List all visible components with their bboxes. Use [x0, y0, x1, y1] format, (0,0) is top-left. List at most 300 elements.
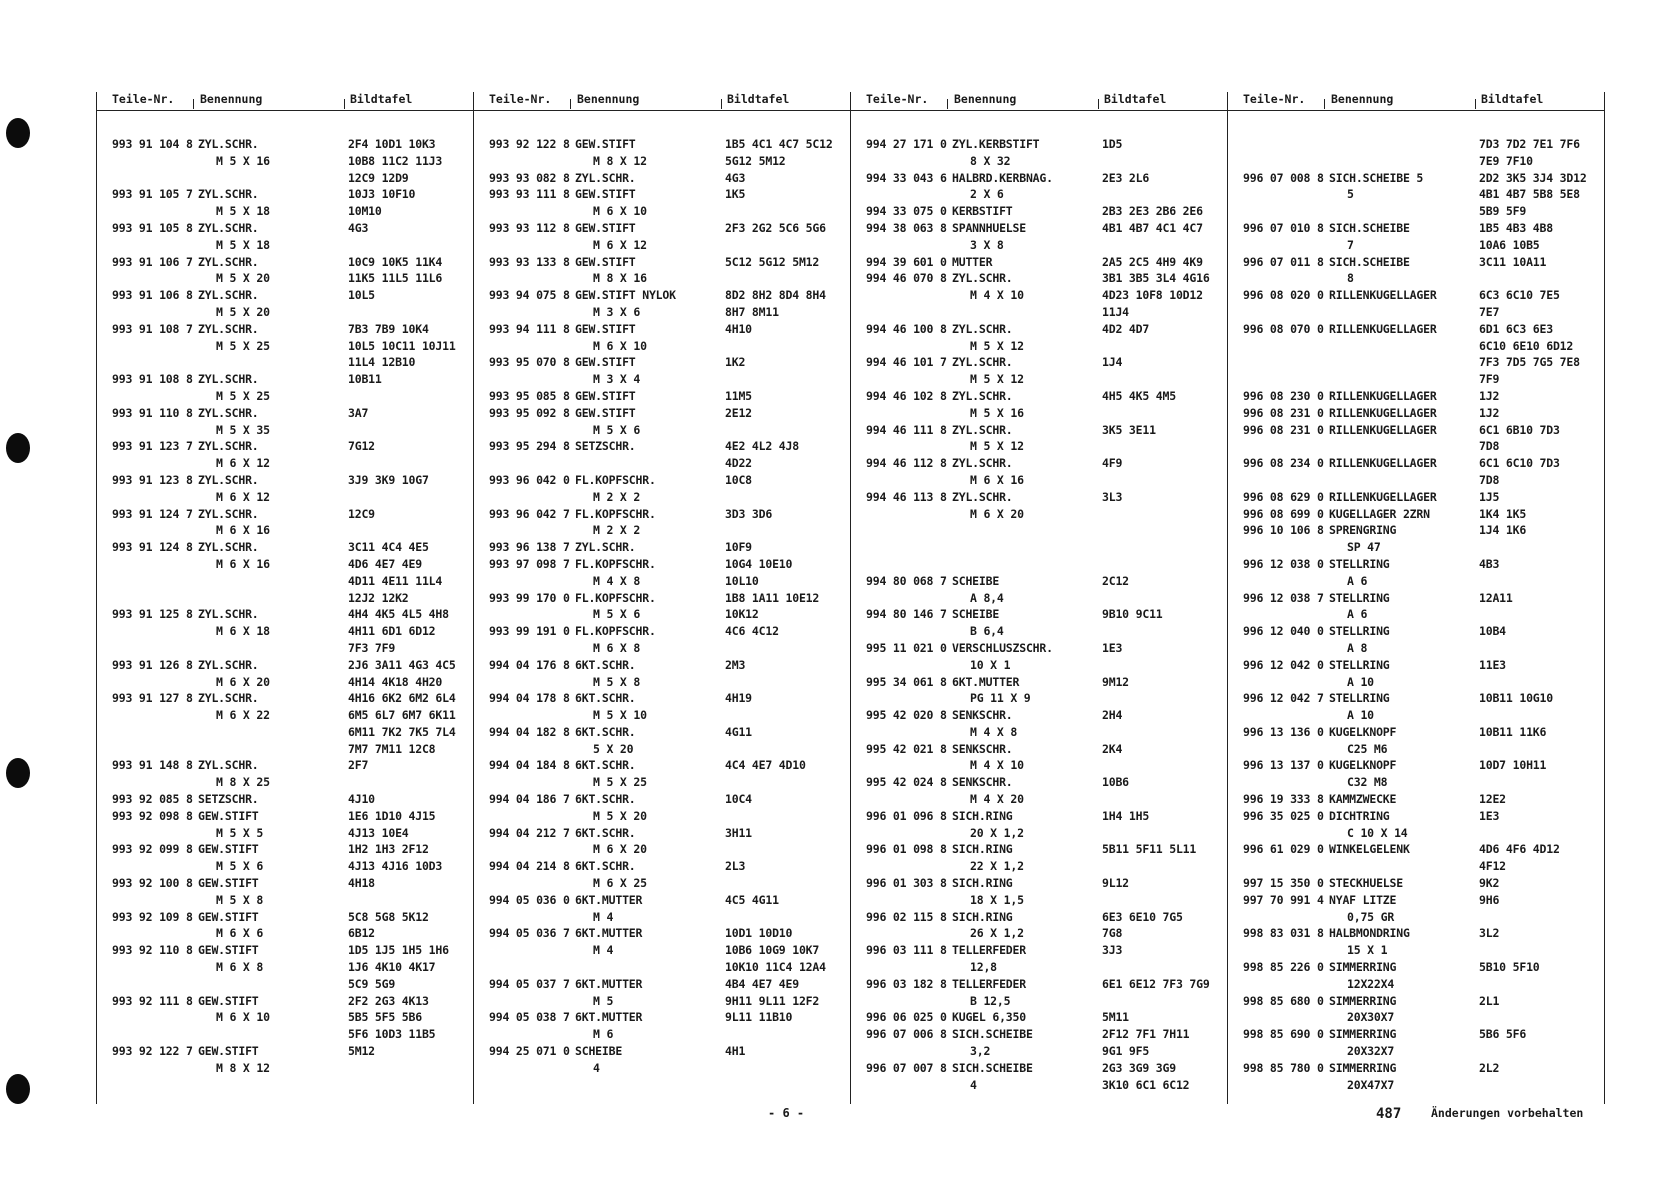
- part-number: 994 05 037 7: [489, 976, 570, 991]
- table-row: [98, 792, 473, 809]
- plate-reference: 4G3: [725, 170, 746, 185]
- part-name: NYAF LITZE: [1329, 892, 1397, 907]
- table-row: [852, 742, 1227, 759]
- part-number: 993 94 111 8: [489, 321, 570, 336]
- part-number: 995 42 021 8: [866, 741, 947, 756]
- plate-reference: 2F7: [348, 758, 369, 773]
- table-row: [1229, 876, 1604, 893]
- part-name: RILLENKUGELLAGER: [1329, 405, 1437, 420]
- part-dimension: M 5 X 12: [970, 372, 1024, 387]
- table-row: [475, 322, 850, 339]
- part-dimension: B 12,5: [970, 993, 1011, 1008]
- plate-reference: 1J2: [1479, 405, 1500, 420]
- table-row: [475, 960, 850, 977]
- table-row: [1229, 473, 1604, 490]
- part-number: 996 07 010 8: [1243, 220, 1324, 235]
- part-number: 993 91 126 8: [112, 657, 193, 672]
- header-ref: Bildtafel: [727, 92, 790, 106]
- table-row: [852, 339, 1227, 356]
- plate-reference: 7G8: [1102, 926, 1123, 941]
- table-row: [98, 540, 473, 557]
- table-row: [475, 826, 850, 843]
- table-row: [98, 826, 473, 843]
- table-row: [1229, 171, 1604, 188]
- table-row: [852, 977, 1227, 994]
- table-row: [1229, 591, 1604, 608]
- part-number: 995 11 021 0: [866, 640, 947, 655]
- plate-reference: 9H11 9L11 12F2: [725, 993, 820, 1008]
- table-row: [1229, 792, 1604, 809]
- part-name: SICH.SCHEIBE: [1329, 254, 1410, 269]
- part-name: VERSCHLUSZSCHR.: [952, 640, 1053, 655]
- plate-reference: 4J10: [348, 792, 375, 807]
- part-number: 996 07 011 8: [1243, 254, 1324, 269]
- part-name: SCHEIBE: [575, 1044, 623, 1059]
- part-dimension: 22 X 1,2: [970, 859, 1024, 874]
- part-name: ZYL.SCHR.: [198, 405, 259, 420]
- table-row: [1229, 960, 1604, 977]
- plate-reference: 9B10 9C11: [1102, 607, 1163, 622]
- part-dimension: 15 X 1: [1347, 943, 1388, 958]
- part-dimension: M 6 X 10: [593, 204, 647, 219]
- part-number: 993 91 106 7: [112, 254, 193, 269]
- part-dimension: M 4 X 10: [970, 758, 1024, 773]
- plate-reference: 1E3: [1102, 640, 1123, 655]
- header-name: Benennung: [1331, 92, 1394, 106]
- header-tick: [344, 99, 345, 109]
- table-row: [852, 792, 1227, 809]
- plate-reference: 6E3 6E10 7G5: [1102, 909, 1183, 924]
- part-name: SIMMERRING: [1329, 993, 1397, 1008]
- table-row: [1229, 423, 1604, 440]
- part-number: 993 91 125 8: [112, 607, 193, 622]
- part-name: 6KT.SCHR.: [575, 758, 636, 773]
- table-row: [475, 641, 850, 658]
- part-name: STELLRING: [1329, 624, 1390, 639]
- part-number: 996 12 038 0: [1243, 556, 1324, 571]
- part-dimension: M 8 X 25: [216, 775, 270, 790]
- plate-reference: 1K4 1K5: [1479, 506, 1527, 521]
- table-row: [98, 406, 473, 423]
- table-row: [98, 271, 473, 288]
- part-number: 993 97 098 7: [489, 556, 570, 571]
- table-row: [98, 775, 473, 792]
- plate-reference: 10B4: [1479, 624, 1506, 639]
- table-row: [98, 591, 473, 608]
- plate-reference: 1K2: [725, 355, 746, 370]
- header-ref: Bildtafel: [1481, 92, 1544, 106]
- table-row: [852, 523, 1227, 540]
- table-row: [1229, 456, 1604, 473]
- part-number: 996 13 137 0: [1243, 758, 1324, 773]
- plate-reference: 4G11: [725, 724, 752, 739]
- plate-reference: 11M5: [725, 388, 752, 403]
- plate-reference: 5B9 5F9: [1479, 204, 1527, 219]
- part-number: 996 01 098 8: [866, 842, 947, 857]
- part-number: 996 08 231 0: [1243, 422, 1324, 437]
- part-number: 998 85 680 0: [1243, 993, 1324, 1008]
- plate-reference: 8D2 8H2 8D4 8H4: [725, 288, 826, 303]
- table-row: [1229, 826, 1604, 843]
- part-name: STELLRING: [1329, 556, 1390, 571]
- table-row: [1229, 305, 1604, 322]
- plate-reference: 5F6 10D3 11B5: [348, 1027, 436, 1042]
- plate-reference: 2K4: [1102, 741, 1123, 756]
- table-row: [475, 859, 850, 876]
- table-row: [98, 758, 473, 775]
- table-row: [1229, 221, 1604, 238]
- part-number: 993 92 109 8: [112, 909, 193, 924]
- part-name: SETZSCHR.: [198, 792, 259, 807]
- part-number: 994 04 178 8: [489, 691, 570, 706]
- table-row: [475, 557, 850, 574]
- part-number: 994 38 063 8: [866, 220, 947, 235]
- part-dimension: M 5 X 6: [593, 607, 641, 622]
- plate-reference: 4B1 4B7 4C1 4C7: [1102, 220, 1203, 235]
- part-name: GEW.STIFT: [575, 254, 636, 269]
- part-name: SICH.RING: [952, 808, 1013, 823]
- plate-reference: 10K12: [725, 607, 759, 622]
- table-row: [98, 523, 473, 540]
- plate-reference: 1B5 4C1 4C7 5C12: [725, 137, 833, 151]
- table-row: [1229, 893, 1604, 910]
- plate-reference: 2H4: [1102, 708, 1123, 723]
- part-name: GEW.STIFT: [575, 355, 636, 370]
- part-name: STELLRING: [1329, 691, 1390, 706]
- part-number: 996 12 038 7: [1243, 590, 1324, 605]
- table-row: [98, 994, 473, 1011]
- table-row: [475, 876, 850, 893]
- table-row: [98, 1010, 473, 1027]
- table-row: [475, 439, 850, 456]
- plate-reference: 2D2 3K5 3J4 3D12: [1479, 170, 1587, 185]
- part-dimension: M 5 X 12: [970, 338, 1024, 353]
- table-row: [1229, 372, 1604, 389]
- parts-rows: [1229, 137, 1604, 1094]
- part-dimension: A 10: [1347, 708, 1374, 723]
- part-dimension: 26 X 1,2: [970, 926, 1024, 941]
- plate-reference: 9H6: [1479, 892, 1500, 907]
- part-name: 6KT.SCHR.: [575, 825, 636, 840]
- table-row: [475, 490, 850, 507]
- part-dimension: M 2 X 2: [593, 523, 641, 538]
- part-number: 996 01 096 8: [866, 808, 947, 823]
- part-number: 998 85 226 0: [1243, 960, 1324, 975]
- plate-reference: 1D5: [1102, 137, 1123, 151]
- part-dimension: M 8 X 16: [593, 271, 647, 286]
- part-number: 993 93 111 8: [489, 187, 570, 202]
- part-dimension: 20X30X7: [1347, 1010, 1395, 1025]
- part-number: 993 92 085 8: [112, 792, 193, 807]
- part-name: ZYL.SCHR.: [198, 472, 259, 487]
- table-row: [852, 943, 1227, 960]
- part-name: GEW.STIFT: [198, 943, 259, 958]
- part-name: SIMMERRING: [1329, 1060, 1397, 1075]
- table-row: [98, 742, 473, 759]
- parts-rows: [98, 137, 473, 1078]
- part-name: ZYL.SCHR.: [952, 456, 1013, 471]
- table-row: [98, 187, 473, 204]
- part-number: 996 01 303 8: [866, 876, 947, 891]
- part-name: SCHEIBE: [952, 607, 1000, 622]
- part-number: 997 15 350 0: [1243, 876, 1324, 891]
- part-number: 994 04 212 7: [489, 825, 570, 840]
- table-row: [475, 1010, 850, 1027]
- part-name: ZYL.SCHR.: [198, 372, 259, 387]
- table-row: [1229, 675, 1604, 692]
- plate-reference: 4H1: [725, 1044, 746, 1059]
- table-row: [1229, 994, 1604, 1011]
- parts-rows: [475, 137, 850, 1078]
- table-row: [475, 355, 850, 372]
- plate-reference: 10B6: [1102, 775, 1129, 790]
- table-row: [852, 876, 1227, 893]
- part-number: 993 99 191 0: [489, 624, 570, 639]
- plate-reference: 3D3 3D6: [725, 506, 773, 521]
- footer-note: Änderungen vorbehalten: [1431, 1106, 1584, 1120]
- plate-reference: 4D6 4F6 4D12: [1479, 842, 1560, 857]
- table-row: [852, 389, 1227, 406]
- part-dimension: A 8,4: [970, 590, 1004, 605]
- plate-reference: 1D5 1J5 1H5 1H6: [348, 943, 449, 958]
- plate-reference: 1J5: [1479, 489, 1500, 504]
- part-number: 993 95 085 8: [489, 388, 570, 403]
- plate-reference: 10B8 11C2 11J3: [348, 153, 443, 168]
- header-ref: Bildtafel: [350, 92, 413, 106]
- part-name: SENKSCHR.: [952, 775, 1013, 790]
- table-row: [1229, 1010, 1604, 1027]
- plate-reference: 2L1: [1479, 993, 1500, 1008]
- part-name: ZYL.SCHR.: [198, 506, 259, 521]
- part-name: ZYL.SCHR.: [198, 439, 259, 454]
- part-dimension: M 5 X 25: [216, 338, 270, 353]
- part-name: RILLENKUGELLAGER: [1329, 388, 1437, 403]
- part-name: ZYL.SCHR.: [198, 607, 259, 622]
- plate-reference: 12A11: [1479, 590, 1513, 605]
- plate-reference: 3H11: [725, 825, 752, 840]
- part-name: SICH.RING: [952, 909, 1013, 924]
- part-name: 6KT.MUTTER: [575, 926, 643, 941]
- plate-reference: 1E6 1D10 4J15: [348, 808, 436, 823]
- table-row: [852, 591, 1227, 608]
- part-number: 993 92 099 8: [112, 842, 193, 857]
- plate-reference: 6C10 6E10 6D12: [1479, 338, 1574, 353]
- plate-reference: 10F9: [725, 540, 752, 555]
- part-name: GEW.STIFT: [198, 876, 259, 891]
- part-number: 994 33 043 6: [866, 170, 947, 185]
- binder-hole-2: [6, 433, 30, 463]
- table-row: [98, 154, 473, 171]
- column-separator: [1604, 92, 1605, 1104]
- column-header: [852, 92, 1227, 108]
- part-name: 6KT.MUTTER: [575, 1010, 643, 1025]
- plate-reference: 1H4 1H5: [1102, 808, 1150, 823]
- plate-reference: 4E2 4L2 4J8: [725, 439, 799, 454]
- table-row: [98, 977, 473, 994]
- table-row: [475, 591, 850, 608]
- table-row: [1229, 540, 1604, 557]
- part-name: HALBRD.KERBNAG.: [952, 170, 1053, 185]
- table-row: [98, 221, 473, 238]
- table-row: [98, 137, 473, 154]
- part-name: ZYL.SCHR.: [198, 254, 259, 269]
- part-number: 996 13 136 0: [1243, 724, 1324, 739]
- part-number: 993 92 100 8: [112, 876, 193, 891]
- plate-reference: 6C3 6C10 7E5: [1479, 288, 1560, 303]
- table-row: [98, 876, 473, 893]
- part-dimension: M 6 X 6: [216, 926, 264, 941]
- table-row: [852, 540, 1227, 557]
- part-name: SICH.RING: [952, 876, 1013, 891]
- table-row: [475, 389, 850, 406]
- table-row: [1229, 691, 1604, 708]
- table-row: [475, 204, 850, 221]
- plate-reference: 4D6 4E7 4E9: [348, 556, 422, 571]
- part-name: SENKSCHR.: [952, 741, 1013, 756]
- plate-reference: 2F3 2G2 5C6 5G6: [725, 220, 826, 235]
- plate-reference: 2G3 3G9 3G9: [1102, 1060, 1176, 1075]
- plate-reference: 1B5 4B3 4B8: [1479, 220, 1553, 235]
- table-row: [852, 305, 1227, 322]
- part-dimension: M 5 X 16: [216, 153, 270, 168]
- table-row: [1229, 943, 1604, 960]
- plate-reference: 7F3 7D5 7G5 7E8: [1479, 355, 1580, 370]
- part-number: 993 96 138 7: [489, 540, 570, 555]
- part-dimension: 4: [970, 1077, 977, 1092]
- header-tick: [1098, 99, 1099, 109]
- part-name: GEW.STIFT: [575, 187, 636, 202]
- part-name: 6KT.SCHR.: [575, 657, 636, 672]
- part-number: 993 93 082 8: [489, 170, 570, 185]
- part-name: ZYL.SCHR.: [952, 422, 1013, 437]
- table-row: [852, 255, 1227, 272]
- part-dimension: M 4 X 20: [970, 792, 1024, 807]
- table-row: [852, 708, 1227, 725]
- part-dimension: M 5 X 6: [593, 422, 641, 437]
- parts-column: [1229, 92, 1604, 1092]
- column-separator: [1227, 92, 1228, 1104]
- part-number: 993 91 108 8: [112, 372, 193, 387]
- part-dimension: M 5 X 18: [216, 237, 270, 252]
- table-row: [475, 725, 850, 742]
- part-name: GEW.STIFT: [198, 842, 259, 857]
- part-name: TELLERFEDER: [952, 976, 1026, 991]
- table-row: [98, 490, 473, 507]
- plate-reference: 4J13 4J16 10D3: [348, 859, 443, 874]
- plate-reference: 5G12 5M12: [725, 153, 786, 168]
- plate-reference: 4H10: [725, 321, 752, 336]
- part-name: ZYL.SCHR.: [952, 489, 1013, 504]
- table-row: [1229, 624, 1604, 641]
- part-number: 993 91 110 8: [112, 405, 193, 420]
- part-name: KUGELKNOPF: [1329, 724, 1397, 739]
- plate-reference: 1H2 1H3 2F12: [348, 842, 429, 857]
- part-number: 994 46 112 8: [866, 456, 947, 471]
- part-number: 993 91 124 8: [112, 540, 193, 555]
- table-row: [98, 641, 473, 658]
- part-number: 994 46 070 8: [866, 271, 947, 286]
- table-row: [98, 423, 473, 440]
- table-row: [1229, 775, 1604, 792]
- part-name: RILLENKUGELLAGER: [1329, 288, 1437, 303]
- plate-reference: 4B1 4B7 5B8 5E8: [1479, 187, 1580, 202]
- table-row: [852, 675, 1227, 692]
- table-row: [1229, 574, 1604, 591]
- table-row: [98, 574, 473, 591]
- part-number: 994 25 071 0: [489, 1044, 570, 1059]
- table-row: [475, 456, 850, 473]
- column-separator: [850, 92, 851, 1104]
- plate-reference: 2E12: [725, 405, 752, 420]
- part-number: 996 08 699 0: [1243, 506, 1324, 521]
- table-row: [852, 809, 1227, 826]
- table-row: [98, 658, 473, 675]
- plate-reference: 10C9 10K5 11K4: [348, 254, 443, 269]
- table-row: [98, 910, 473, 927]
- part-number: 993 91 148 8: [112, 758, 193, 773]
- table-row: [1229, 926, 1604, 943]
- part-name: ZYL.SCHR.: [952, 271, 1013, 286]
- plate-reference: 3A7: [348, 405, 369, 420]
- table-row: [852, 1061, 1227, 1078]
- plate-reference: 5C8 5G8 5K12: [348, 909, 429, 924]
- table-row: [475, 137, 850, 154]
- table-row: [475, 187, 850, 204]
- plate-reference: 6C1 6C10 7D3: [1479, 456, 1560, 471]
- part-dimension: M 5 X 8: [216, 892, 264, 907]
- plate-reference: 5B5 5F5 5B6: [348, 1010, 422, 1025]
- part-dimension: M 4: [593, 943, 614, 958]
- table-row: [475, 624, 850, 641]
- plate-reference: 12C9: [348, 506, 375, 521]
- plate-reference: 3C11 4C4 4E5: [348, 540, 429, 555]
- plate-reference: 10C8: [725, 472, 752, 487]
- plate-reference: 4D11 4E11 11L4: [348, 573, 443, 588]
- table-row: [852, 758, 1227, 775]
- plate-reference: 9K2: [1479, 876, 1500, 891]
- part-name: 6KT.MUTTER: [575, 892, 643, 907]
- part-number: 993 92 111 8: [112, 993, 193, 1008]
- part-name: KUGELKNOPF: [1329, 758, 1397, 773]
- header-name: Benennung: [954, 92, 1017, 106]
- part-dimension: M 6 X 20: [970, 506, 1024, 521]
- part-dimension: M 5 X 20: [593, 808, 647, 823]
- header-part-number: Teile-Nr.: [489, 92, 552, 106]
- part-name: SIMMERRING: [1329, 1027, 1397, 1042]
- plate-reference: 2L2: [1479, 1060, 1500, 1075]
- part-name: ZYL.SCHR.: [198, 540, 259, 555]
- part-number: 998 83 031 8: [1243, 926, 1324, 941]
- plate-reference: 10J3 10F10: [348, 187, 416, 202]
- part-dimension: 10 X 1: [970, 657, 1011, 672]
- header-tick: [193, 99, 194, 109]
- table-row: [98, 809, 473, 826]
- header-ref: Bildtafel: [1104, 92, 1167, 106]
- parts-rows: [852, 137, 1227, 1094]
- part-name: DICHTRING: [1329, 808, 1390, 823]
- plate-reference: 4B4 4E7 4E9: [725, 976, 799, 991]
- part-number: 998 85 780 0: [1243, 1060, 1324, 1075]
- part-number: 996 02 115 8: [866, 909, 947, 924]
- plate-reference: 5B10 5F10: [1479, 960, 1540, 975]
- plate-reference: 9L12: [1102, 876, 1129, 891]
- part-number: 996 12 042 7: [1243, 691, 1324, 706]
- part-number: 994 05 038 7: [489, 1010, 570, 1025]
- part-number: 996 08 231 0: [1243, 405, 1324, 420]
- header-tick: [570, 99, 571, 109]
- plate-reference: 1J2: [1479, 388, 1500, 403]
- part-number: 997 70 991 4: [1243, 892, 1324, 907]
